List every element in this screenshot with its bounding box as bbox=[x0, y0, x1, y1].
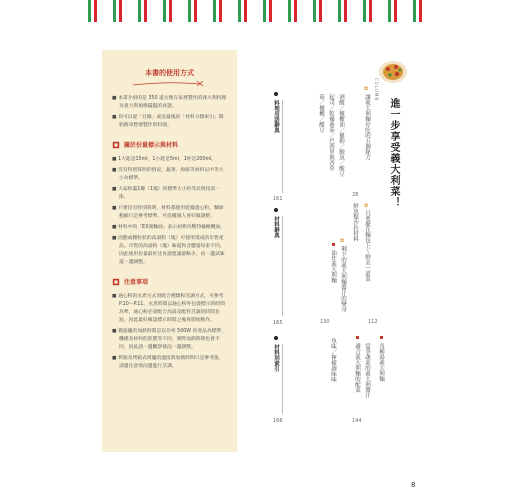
toc-subitem[interactable]: 適合義大利麵的配菜 bbox=[354, 343, 360, 393]
list-item: ■ 通心粉的水煮方式須配合種類和烹調方式，可參考P.10～P.11。水煮時間以通心粉外包裝標示的時間為準，通心粉必須配合高湯及配料烹調的時間長短，因此最好確認標示時間之後再開始動作。 bbox=[112, 294, 225, 323]
bullet-dot-icon bbox=[274, 92, 278, 96]
square-bullet-icon bbox=[380, 336, 383, 339]
usage-card bbox=[112, 68, 227, 374]
page-number: 161 bbox=[273, 196, 283, 202]
page-number: 168 bbox=[273, 418, 283, 424]
bullet-dot-icon bbox=[274, 336, 278, 340]
italian-flag-icon bbox=[363, 0, 372, 22]
flower-icon: ✿ bbox=[364, 203, 369, 209]
italian-flag-icon bbox=[188, 0, 197, 22]
page-number: 130 bbox=[320, 319, 330, 325]
page-number: 112 bbox=[368, 319, 378, 325]
pasta-dish-image bbox=[378, 58, 408, 84]
page-number: 165 bbox=[273, 320, 283, 326]
list-item: ■ 烤箱及烤箱式烤爐的溫度與加熱時間只是參考值，請邊注意情況邊進行烹調。 bbox=[112, 356, 224, 369]
column-label: COLUMN bbox=[374, 78, 379, 102]
list-item: ■ 大蒜和薑1瓣（1塊）的標準大小約等於拇指第一節。 bbox=[112, 187, 221, 200]
divider bbox=[282, 216, 283, 316]
toc-item-on-bread[interactable]: 只要擺在麵包上～鮮美一道菜 bbox=[364, 210, 370, 282]
italian-flag-icon bbox=[88, 0, 97, 22]
italian-flag-icon bbox=[138, 0, 147, 22]
list-item: ■ 沒有特別寫明的情況，蔬菜、海鮮等材料以中等大小為標準。 bbox=[112, 168, 224, 181]
page-number-footer: 8 bbox=[411, 481, 416, 489]
italian-flag-icon bbox=[238, 0, 247, 22]
column-title: 進一步享受義大利菜！ bbox=[388, 98, 399, 208]
toc-subitem[interactable]: 起司／乾燥番茄／巴西里與香草 bbox=[328, 94, 334, 171]
italian-flag-icon bbox=[313, 0, 322, 22]
square-bullet-icon bbox=[356, 336, 359, 339]
toc-item-five-secrets[interactable]: 讓義大利麵好吃的五個秘方 bbox=[364, 94, 370, 160]
italian-flag-icon bbox=[163, 0, 172, 22]
usage-panel bbox=[102, 50, 237, 452]
toc-subitem[interactable]: 當季蔬菜的義大利醬汁 bbox=[364, 343, 370, 398]
italian-flag-icon bbox=[288, 0, 297, 22]
list-item: ■ 固態或顆粒狀的高湯粉（塊）可使用現成的市售產品。市售的高湯粉（塊）味道和含鹽量每家不同，因此使用份量最好比食譜建議量略少，再一邊試味道一邊調整。 bbox=[112, 236, 225, 265]
section-heading-notes: 注意事項 bbox=[112, 277, 227, 286]
italian-flag-icon bbox=[213, 0, 222, 22]
italian-flag-icon bbox=[338, 0, 347, 22]
toc-item-leftover-sauce[interactable]: 剩下的義大利麵醬汁的變身 bbox=[340, 246, 346, 312]
toc-item-soup-pasta[interactable]: 各種湯義大利麵 bbox=[378, 343, 384, 382]
divider bbox=[282, 100, 283, 193]
italian-flag-icon bbox=[263, 0, 272, 22]
section-heading-portion: 關於份量標示與材料 bbox=[112, 140, 227, 149]
flag-strip bbox=[0, 0, 520, 22]
intro-paragraph: ■ 你可以從「目錄」或是最後的「材料分類索引」開始搜尋想要製作的料理。 bbox=[112, 115, 224, 128]
toc-subitem[interactable]: 鮮魚類沙拉材料 bbox=[352, 203, 358, 242]
usage-title: 本書的使用方式 bbox=[145, 69, 194, 77]
divider bbox=[282, 344, 283, 414]
intro-paragraph: ■ 本書介紹的是 350 道方便在家裡製作的義大利料理及義大利風格擺盤的食譜。 bbox=[112, 96, 227, 109]
list-item: ■ 材料中的「EX義麵油」表示初榨冷壓特級橄欖油。 bbox=[112, 225, 226, 230]
toc-item-ingredient-dictionary[interactable]: 材料辭典 bbox=[273, 216, 279, 238]
italian-flag-icon bbox=[388, 0, 397, 22]
italian-flag-icon bbox=[113, 0, 122, 22]
list-item: ■ 微波爐的加熱時間是以功率 500W 的產品為標準，機種及材料的狀態等不同，實際加熱時間也會不同，因此請一邊觀察情況一邊調整。 bbox=[112, 329, 227, 350]
flower-icon: ✿ bbox=[364, 86, 369, 92]
bullet-dot-icon bbox=[274, 208, 278, 212]
list-item: ■ 1大匙是15ml，1小匙是5ml，1杯是200ml。 bbox=[112, 157, 217, 162]
toc-subitem[interactable]: 菇／橄欖／醋豆 bbox=[318, 94, 324, 133]
page-number: 144 bbox=[352, 418, 362, 424]
toc-subitem[interactable]: 油炸義大利麵 bbox=[330, 250, 336, 283]
list-item: ■ 只要沒有特別寫明，材料都使用乾燥過心粉，麵條粗細只是參考標準，可依據個人喜好做調整。 bbox=[112, 206, 224, 219]
toc-subitem[interactable]: 魚味／檸檬調味味 bbox=[330, 338, 336, 382]
toc-subitem[interactable]: 酒醋／橄欖油／羅勒／鯷魚／酸豆 bbox=[338, 94, 344, 177]
flower-icon: ✿ bbox=[340, 238, 345, 244]
chef-icon bbox=[112, 141, 120, 149]
page-number: 28 bbox=[352, 192, 359, 198]
title-underline-icon bbox=[131, 80, 209, 87]
square-bullet-icon bbox=[332, 243, 335, 246]
toc-item-ingredient-index[interactable]: 材料別索引 bbox=[273, 344, 279, 372]
table-of-contents bbox=[268, 78, 408, 438]
chef-icon bbox=[112, 278, 120, 286]
toc-item-glossary[interactable]: 料理用語辭典 bbox=[273, 100, 279, 133]
italian-flag-icon bbox=[413, 0, 422, 22]
